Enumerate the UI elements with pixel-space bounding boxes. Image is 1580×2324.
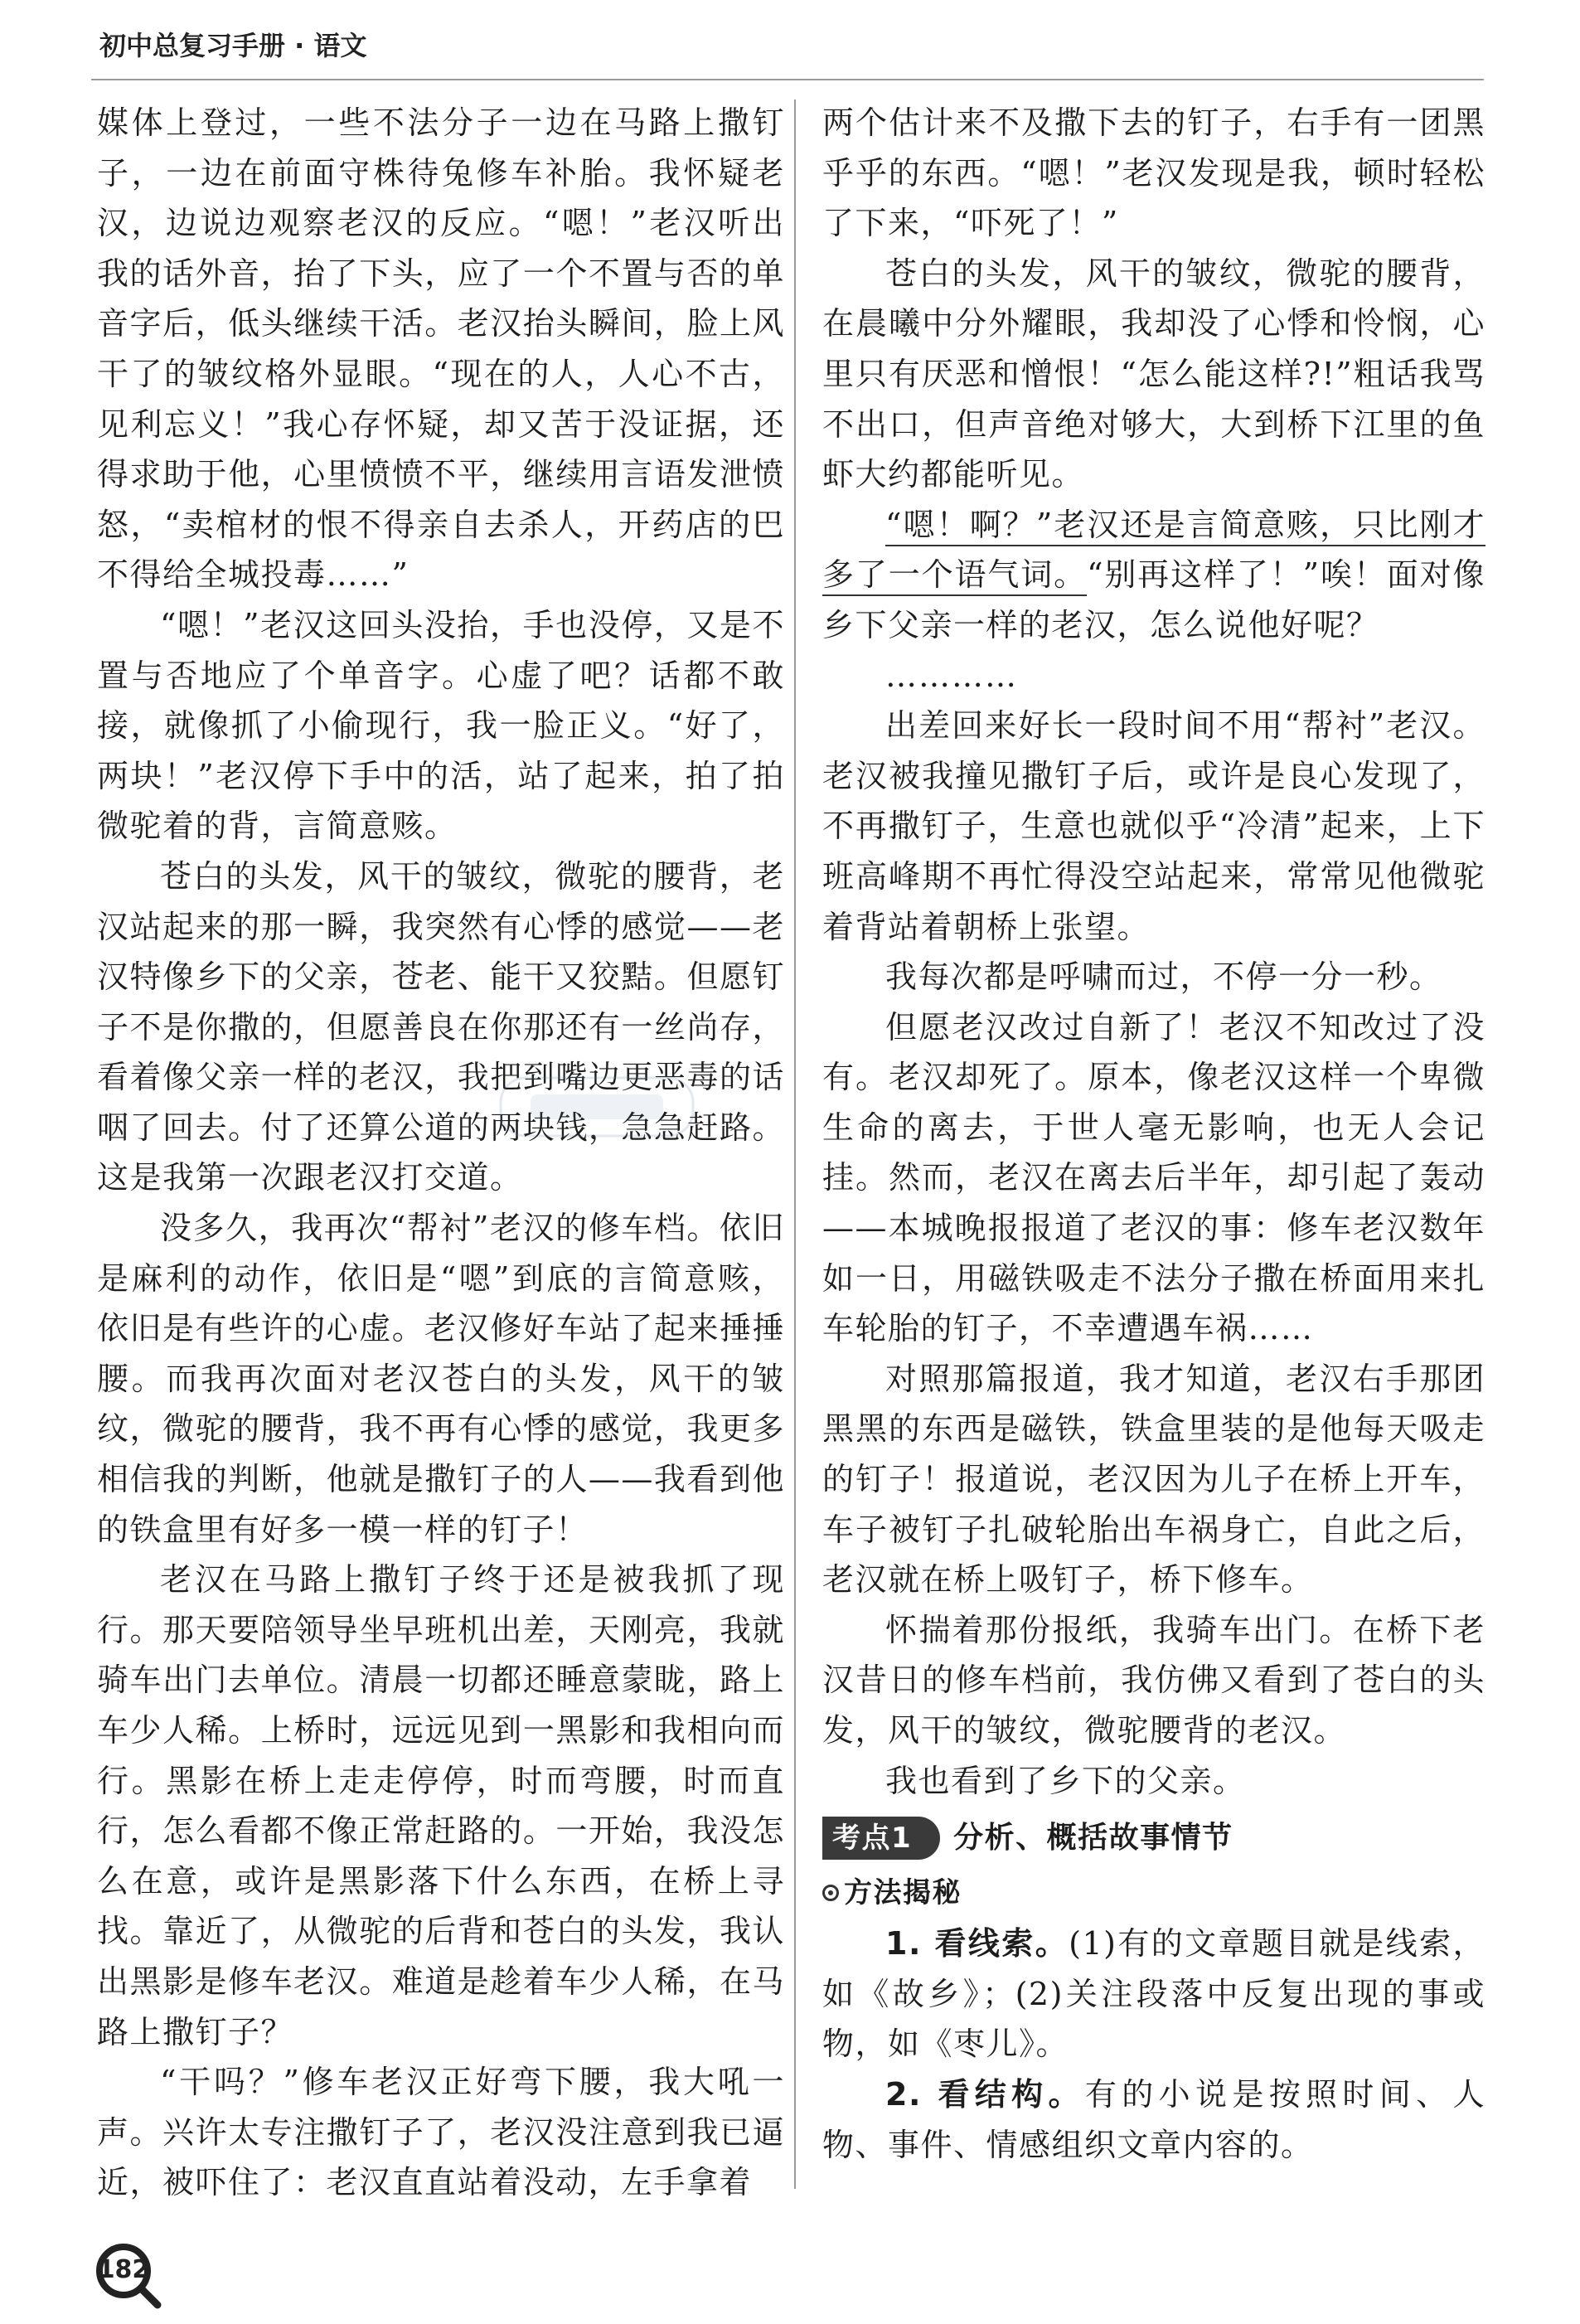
method-item: [822, 2069, 1485, 2170]
kaodian-tag: 考点1: [822, 1817, 940, 1860]
page-header-title: 初中总复习手册 · 语文: [99, 30, 367, 61]
sentence: “别再这样了！”唉！面对像乡下父亲一样的老汉，怎么说他好呢？: [822, 556, 1485, 643]
underlined-sentence: “嗯！啊？”老汉还是言简意赅，只比刚才多了一个语气词。: [822, 507, 1485, 597]
right-column: [822, 98, 1485, 2170]
method-item-lead: 2. 看结构。: [885, 2075, 1085, 2113]
method-title: 方法揭秘: [844, 1875, 962, 1909]
paragraph: 媒体上登过，一些不法分子一边在马路上撒钉子，一边在前面守株待兔修车补胎。我怀疑老汉，边说边观察老汉的反应。“嗯！”老汉听出我的话外音，抬了下头，应了一个不置与否的单音字后，低头继续干活。老汉抬头瞬间，脸上风干了的皱纹格外显眼。“现在的人，人心不古，见利忘义！”我心存怀疑，却又苦于没证据，还得求助于他，心里愤愤不平，继续用言语发泄愤怒，“卖棺材的恨不得亲自去杀人，开药店的巴不得给全城投毒……”: [97, 104, 785, 594]
method-bullet-icon: [822, 1885, 839, 1901]
method-item-text: (1)有的文章题目就是线索，如《故乡》；(2)关注段落中反复出现的事或物，如《枣儿》。: [822, 1925, 1485, 2063]
page-number-text: 182: [97, 2255, 150, 2284]
header-rule: [91, 79, 1484, 80]
paragraph: 没多久，我再次“帮衬”老汉的修车档。依旧是麻利的动作，依旧是“嗯”到底的言简意赅，依旧是有些许的心虚。老汉修好车站了起来捶捶腰。而我再次面对老汉苍白的头发，风干的皱纹，微驼的腰背，我不再有心悸的感觉，我更多相信我的判断，他就是撒钉子的人——我看到他的铁盒里有好多一模一样的钉子！: [97, 1210, 785, 1548]
ellipsis: …………: [885, 657, 1018, 694]
paragraph: 我也看到了乡下的父亲。: [885, 1762, 1246, 1799]
column-divider: [794, 99, 796, 2189]
paragraph: 我每次都是呼啸而过，不停一分一秒。: [885, 958, 1442, 996]
paragraph: 对照那篇报道，我才知道，老汉右手那团黑黑的东西是磁铁，铁盒里装的是他每天吸走的钉子！报道说，老汉因为儿子在桥上开车，车子被钉子扎破轮胎出车祸身亡，自此之后，老汉就在桥上吸钉子，桥下修车。: [822, 1360, 1485, 1599]
method-heading: [822, 1867, 1485, 1919]
method-item-lead: 1. 看线索。: [885, 1925, 1069, 1963]
method-item-text: 有的小说是按照时间、人物、事件、情感组织文章内容的。: [822, 2075, 1485, 2163]
paragraph-underlined: [822, 500, 1485, 651]
paragraph: 苍白的头发，风干的皱纹，微驼的腰背，老汉站起来的那一瞬，我突然有心悸的感觉——老汉特像乡下的父亲，苍老、能干又狡黠。但愿钉子不是你撒的，但愿善良在你那还有一丝尚存，看着像父亲一样的老汉，我把到嘴边更恶毒的话咽了回去。付了还算公道的两块钱，急急赶路。这是我第一次跟老汉打交道。: [97, 857, 785, 1196]
page-number: [93, 2240, 162, 2310]
kaodian-heading: [822, 1814, 1485, 1862]
left-column: [97, 98, 785, 2208]
paragraph: “嗯！”老汉这回头没抬，手也没停，又是不置与否地应了个单音字。心虚了吧？话都不敢接，就像抓了小偷现行，我一脸正义。“好了，两块！”老汉停下手中的活，站了起来，拍了拍微驼着的背，言简意赅。: [97, 606, 785, 845]
kaodian-title: 分析、概括故事情节: [953, 1820, 1233, 1855]
paragraph: 但愿老汉改过自新了！老汉不知改过了没有。老汉却死了。原本，像老汉这样一个卑微生命的离去，于世人毫无影响，也无人会记挂。然而，老汉在离去后半年，却引起了轰动——本城晚报报道了老汉的事：修车老汉数年如一日，用磁铁吸走不法分子撒在桥面用来扎车轮胎的钉子，不幸遭遇车祸……: [822, 1008, 1485, 1347]
paragraph: 苍白的头发，风干的皱纹，微驼的腰背，在晨曦中分外耀眼，我却没了心悸和怜悯，心里只有厌恶和憎恨！“怎么能这样?!”粗话我骂不出口，但声音绝对够大，大到桥下江里的鱼虾大约都能听见。: [822, 255, 1485, 493]
paragraph: 两个估计来不及撒下去的钉子，右手有一团黑乎乎的东西。“嗯！”老汉发现是我，顿时轻松了下来，“吓死了！”: [822, 104, 1485, 242]
paragraph: 出差回来好长一段时间不用“帮衬”老汉。老汉被我撞见撒钉子后，或许是良心发现了，不再撒钉子，生意也就似乎“冷清”起来，上下班高峰期不再忙得没空站起来，常常见他微驼着背站着朝桥上张望。: [822, 707, 1485, 945]
method-item: [822, 1919, 1485, 2069]
paragraph: 老汉在马路上撒钉子终于还是被我抓了现行。那天要陪领导坐早班机出差，天刚亮，我就骑车出门去单位。清晨一切都还睡意蒙眬，路上车少人稀。上桥时，远远见到一黑影和我相向而行。黑影在桥上走走停停，时而弯腰，时而直行，怎么看都不像正常赶路的。一开始，我没怎么在意，或许是黑影落下什么东西，在桥上寻找。靠近了，从微驼的后背和苍白的头发，我认出黑影是修车老汉。难道是趁着车少人稀，在马路上撒钉子？: [97, 1561, 785, 2050]
paragraph: 怀揣着那份报纸，我骑车出门。在桥下老汉昔日的修车档前，我仿佛又看到了苍白的头发，风干的皱纹，微驼腰背的老汉。: [822, 1611, 1485, 1749]
paragraph: “干吗？”修车老汉正好弯下腰，我大吼一声。兴许太专注撒钉子了，老汉没注意到我已逼近，被吓住了：老汉直直站着没动，左手拿着: [97, 2064, 785, 2201]
watermark-stamp: [497, 1070, 696, 1144]
